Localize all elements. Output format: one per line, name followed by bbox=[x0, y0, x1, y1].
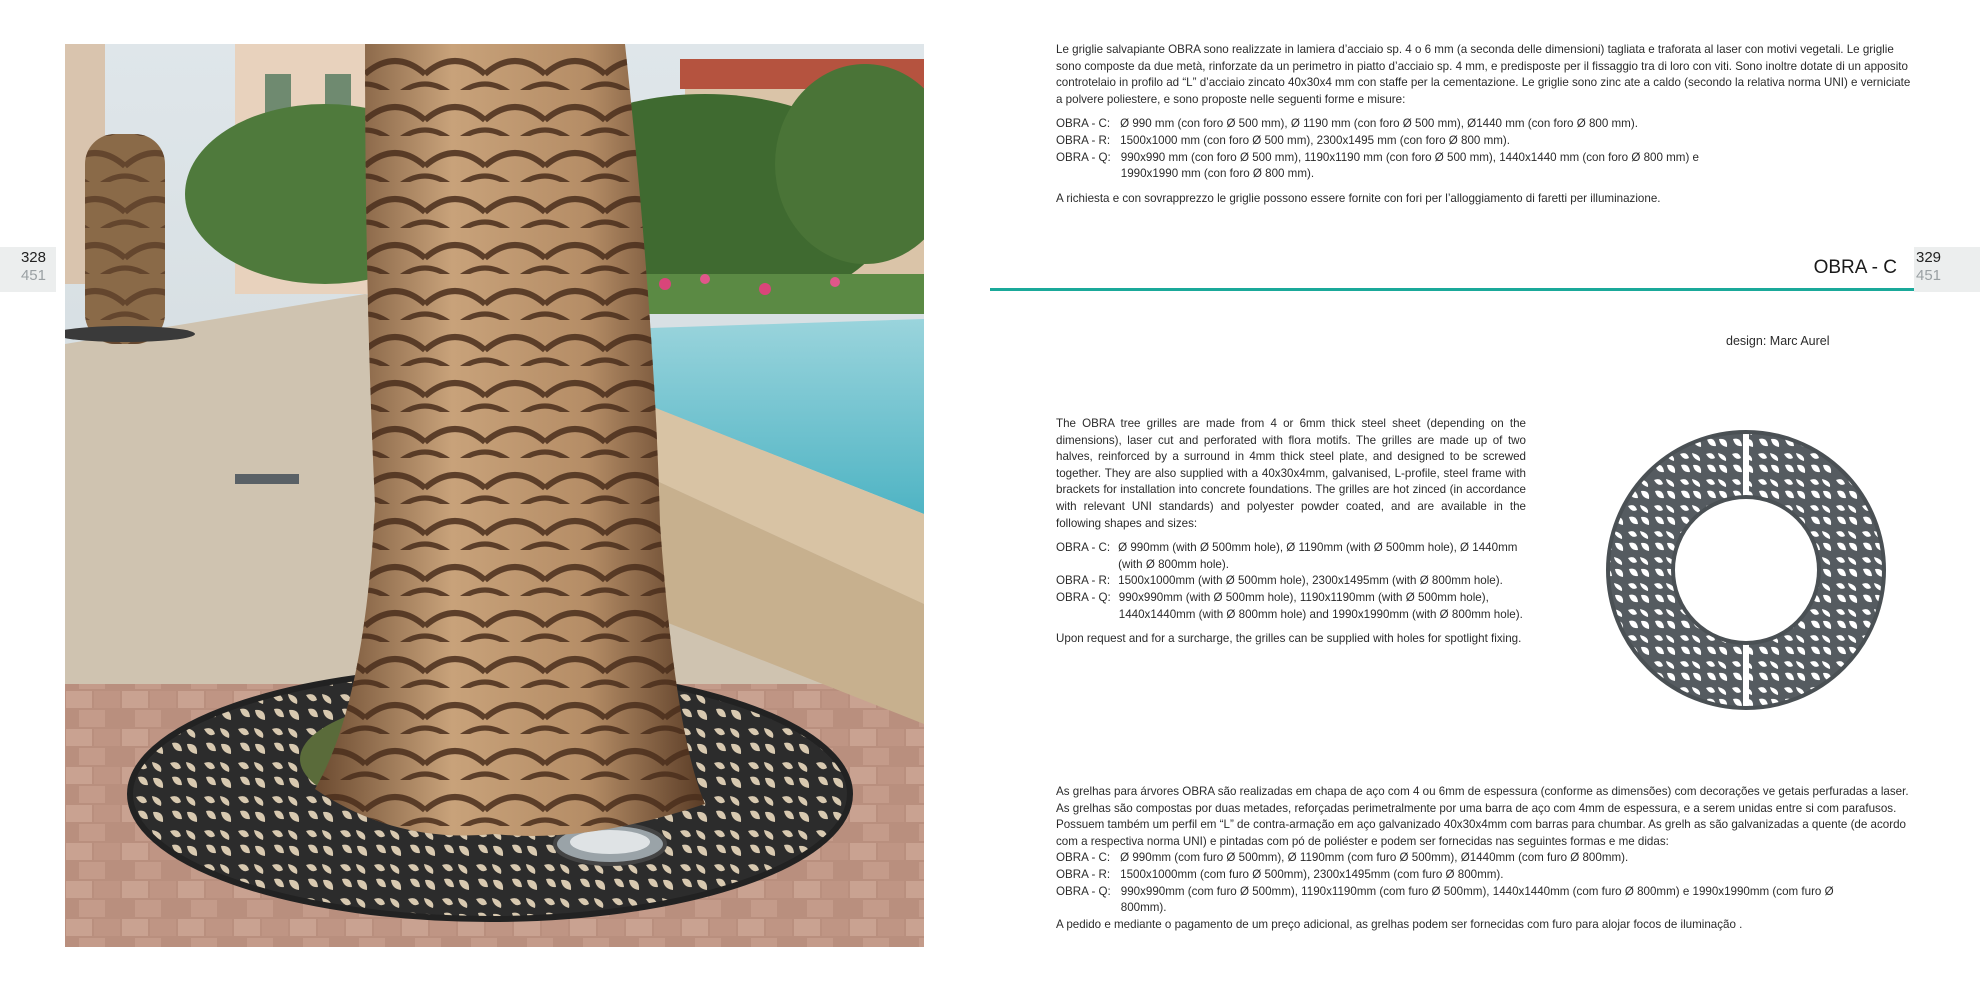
left-page-number-tab bbox=[0, 247, 56, 292]
portuguese-spec-c bbox=[1056, 850, 1918, 867]
english-spec-c bbox=[1056, 540, 1526, 573]
spec-value: Ø 990mm (with Ø 500mm hole), Ø 1190mm (with Ø 500mm hole), Ø 1440mm (with Ø 800mm hole). bbox=[1118, 541, 1518, 571]
right-total-pages: 451 bbox=[1916, 267, 1942, 284]
spec-value: Ø 990mm (com furo Ø 500mm), Ø 1190mm (com furo Ø 500mm), Ø1440mm (com furo Ø 800mm). bbox=[1120, 851, 1629, 865]
spec-value: 1500x1000mm (com furo Ø 500mm), 2300x1495mm (com furo Ø 800mm). bbox=[1120, 867, 1504, 881]
portuguese-spec-r bbox=[1056, 867, 1918, 884]
spec-label: OBRA - R: bbox=[1056, 133, 1111, 147]
spec-label: OBRA - C: bbox=[1056, 851, 1111, 865]
english-spec-q bbox=[1056, 590, 1526, 623]
spec-label: OBRA - Q: bbox=[1056, 150, 1111, 164]
spec-label: OBRA - C: bbox=[1056, 117, 1111, 131]
spec-value: 990x990mm (com furo Ø 500mm), 1190x1190mm (com furo Ø 500mm), 1440x1440mm (com furo Ø 800mm) e 1990x1990mm (com furo Ø 800mm). bbox=[1120, 884, 1834, 915]
portuguese-spec-q bbox=[1056, 884, 1918, 917]
left-page-number: 328 bbox=[20, 249, 46, 266]
italian-intro: Le griglie salvapiante OBRA sono realizzate in lamiera d’acciaio sp. 4 o 6 mm (a seconda delle dimensioni) tagliata e traforata al laser con motivi vegetali. Le griglie sono composte da due metà, rinforzate da un perimetro in piatto d’acciaio sp. 4 mm, e predisposte per il fissaggio tra di loro con viti. Sono inoltre dotate di un apposito controtelaio in profilo ad “L” d’acciaio zincato 40x30x4 mm con staffe per la cementazione. Le griglie sono zinc ate a caldo (secondo la relativa norma UNI) e verniciate a polvere poliestere, e sono proposte nelle seguenti forme e misure: bbox=[1056, 43, 1911, 106]
portuguese-intro: As grelhas para árvores OBRA são realizadas em chapa de aço com 4 ou 6mm de espessura (conforme as dimensões) com decorações ve getais perfuradas a laser. As grelhas são compostas por duas metades, reforçadas perimetralmente por uma barra de aço com 4mm de espessura, e a serem unidas entre si com parafusos. Possuem também um perfil em “L” de contra-armação em aço galvanizado 40x30x4mm com barras para chumbar. As grelh as são galvanizadas a quente (de acordo com a respectiva norma UNI) e pintadas com pó de poliéster e podem ser fornecidas nas seguintes formas e me didas: bbox=[1056, 785, 1909, 848]
english-note: Upon request and for a surcharge, the grilles can be supplied with holes for spotlight fixing. bbox=[1056, 632, 1522, 646]
spec-label: OBRA - Q: bbox=[1056, 590, 1111, 604]
portuguese-description bbox=[1056, 784, 1918, 941]
spec-label: OBRA - R: bbox=[1056, 574, 1111, 588]
italian-spec-c bbox=[1056, 116, 1916, 133]
spec-label: OBRA - Q: bbox=[1056, 884, 1111, 898]
italian-note: A richiesta e con sovrapprezzo le griglie possono essere fornite con fori per l’alloggiamento di faretti per illuminazione. bbox=[1056, 191, 1661, 205]
english-spec-r bbox=[1056, 573, 1526, 590]
product-title: OBRA - C bbox=[1813, 257, 1897, 278]
accent-rule bbox=[990, 288, 1914, 291]
right-page-number: 329 bbox=[1916, 249, 1942, 266]
grille-product-image bbox=[1600, 424, 1892, 716]
spec-value: 990x990mm (with Ø 500mm hole), 1190x1190mm (with Ø 500mm hole), 1440x1440mm (with Ø 800mm hole) and 1990x1990mm (with Ø 800mm hole). bbox=[1118, 590, 1523, 621]
product-photo bbox=[65, 44, 924, 947]
italian-description bbox=[1056, 42, 1916, 215]
spec-value: 990x990 mm (con foro Ø 500 mm), 1190x1190 mm (con foro Ø 500 mm), 1440x1440 mm (con foro Ø 800 mm) e 1990x1990 mm (con foro Ø 800 mm). bbox=[1120, 150, 1699, 181]
english-intro: The OBRA tree grilles are made from 4 or 6mm thick steel sheet (depending on the dimensions), laser cut and perforated with flora motifs. The grilles are made up of two halves, reinforced by a surround in 4mm thick steel plate, and designed to be screwed together. They are also supplied with a 40x30x4mm, galvanised, L-profile, steel frame with brackets for installation into concrete foundations. The grilles are hot zinced (in accordance with relevant UNI standards) and polyester powder coated, and are available in the following shapes and sizes: bbox=[1056, 417, 1526, 530]
english-description bbox=[1056, 416, 1526, 656]
spec-value: 1500x1000 mm (con foro Ø 500 mm), 2300x1495 mm (con foro Ø 800 mm). bbox=[1120, 133, 1510, 147]
spec-label: OBRA - C: bbox=[1056, 541, 1111, 555]
spec-value: 1500x1000mm (with Ø 500mm hole), 2300x1495mm (with Ø 800mm hole). bbox=[1118, 574, 1503, 588]
spec-label: OBRA - R: bbox=[1056, 867, 1111, 881]
portuguese-note: A pedido e mediante o pagamento de um preço adicional, as grelhas podem ser fornecidas com furo para alojar focos de iluminação . bbox=[1056, 917, 1743, 931]
spec-value: Ø 990 mm (con foro Ø 500 mm), Ø 1190 mm (con foro Ø 500 mm), Ø1440 mm (con foro Ø 800 mm). bbox=[1120, 117, 1638, 131]
italian-spec-r bbox=[1056, 133, 1916, 150]
right-page-number-tab bbox=[1914, 247, 1980, 292]
designer-credit: design: Marc Aurel bbox=[1726, 334, 1830, 348]
italian-spec-q bbox=[1056, 150, 1916, 183]
left-total-pages: 451 bbox=[20, 267, 46, 284]
